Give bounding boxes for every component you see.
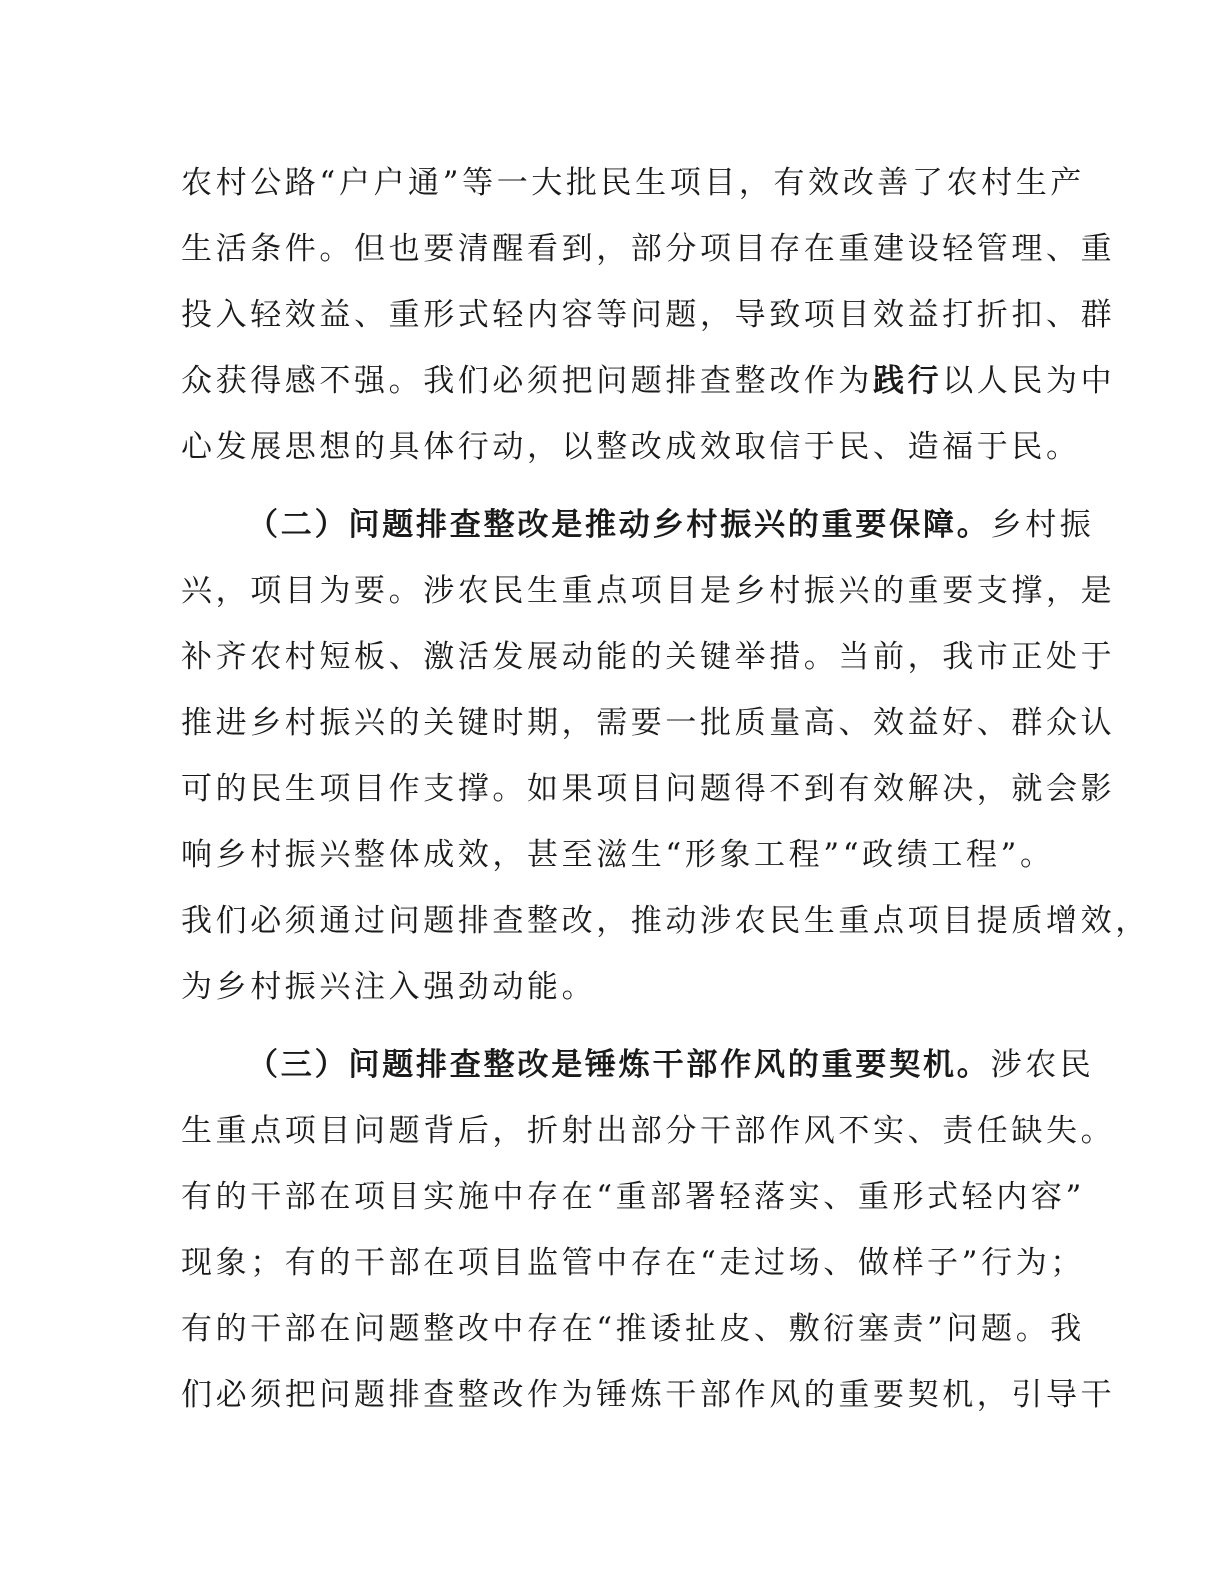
paragraph-3 bbox=[181, 1032, 1116, 1428]
text-line bbox=[181, 492, 1095, 558]
section-heading: （三）问题排查整改是锤炼干部作风的重要契机。 bbox=[247, 1047, 991, 1083]
section-heading: （二）问题排查整改是推动乡村振兴的重要保障。 bbox=[247, 507, 991, 543]
text-span: 乡村振 bbox=[990, 507, 1095, 543]
text-line: 可的民生项目作支撑。如果项目问题得不到有效解决，就会影 bbox=[181, 771, 1116, 807]
text-line: 有的干部在问题整改中存在“推诿扯皮、敷衍塞责”问题。我 bbox=[181, 1311, 1085, 1347]
paragraph-2 bbox=[181, 492, 1150, 1020]
text-line: 心发展思想的具体行动，以整改成效取信于民、造福于民。 bbox=[181, 429, 1081, 465]
text-line bbox=[181, 348, 1116, 414]
text-line: 生活条件。但也要清醒看到，部分项目存在重建设轻管理、重 bbox=[181, 231, 1116, 267]
text-line: 补齐农村短板、激活发展动能的关键举措。当前，我市正处于 bbox=[181, 639, 1116, 675]
text-line: 生重点项目问题背后，折射出部分干部作风不实、责任缺失。 bbox=[181, 1113, 1116, 1149]
text-line: 兴，项目为要。涉农民生重点项目是乡村振兴的重要支撑，是 bbox=[181, 573, 1116, 609]
text-line: 为乡村振兴注入强劲动能。 bbox=[181, 969, 597, 1005]
text-line: 农村公路“户户通”等一大批民生项目，有效改善了农村生产 bbox=[181, 165, 1085, 201]
text-span: 众获得感不强。我们必须把问题排查整改作为 bbox=[181, 363, 873, 399]
text-line: 有的干部在项目实施中存在“重部署轻落实、重形式轻内容” bbox=[181, 1179, 1085, 1215]
text-line: 响乡村振兴整体成效，甚至滋生“形象工程”“政绩工程”。 bbox=[181, 837, 1055, 873]
bold-text-span: 践行 bbox=[873, 363, 943, 399]
text-line: 投入轻效益、重形式轻内容等问题，导致项目效益打折扣、群 bbox=[181, 297, 1116, 333]
text-line: 现象；有的干部在项目监管中存在“走过场、做样子”行为； bbox=[181, 1245, 1085, 1281]
document-page bbox=[181, 150, 1150, 1428]
text-line bbox=[181, 1032, 1095, 1098]
text-line: 们必须把问题排查整改作为锤炼干部作风的重要契机，引导干 bbox=[181, 1377, 1116, 1413]
text-span: 涉农民 bbox=[990, 1047, 1095, 1083]
text-span: 以人民为中 bbox=[942, 363, 1116, 399]
text-line: 我们必须通过问题排查整改，推动涉农民生重点项目提质增效， bbox=[181, 903, 1150, 939]
paragraph-1 bbox=[181, 150, 1116, 480]
text-line: 推进乡村振兴的关键时期，需要一批质量高、效益好、群众认 bbox=[181, 705, 1116, 741]
